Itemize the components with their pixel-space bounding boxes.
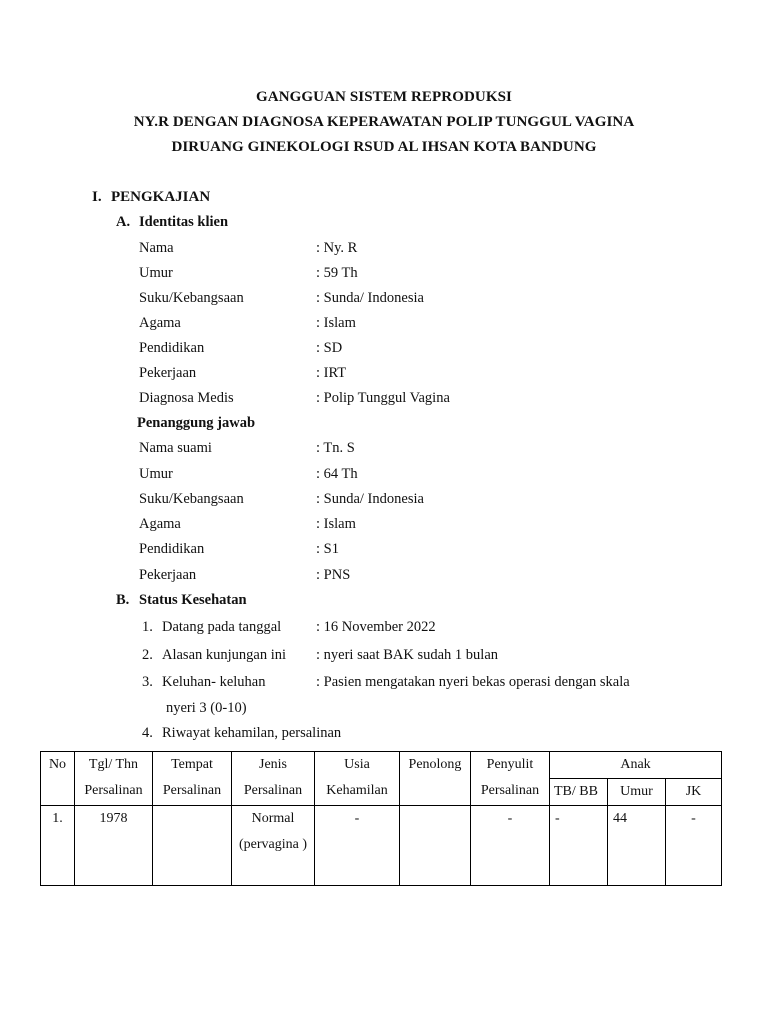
field-value: : 59 Th [316,265,358,281]
penanggung-row-umur [0,466,768,486]
status-value: : Pasien mengatakan nyeri bekas operasi dengan skala [316,674,630,690]
penanggung-row-pekerjaan [0,567,768,587]
status-number: 2. [142,647,153,663]
field-label: Pekerjaan [139,365,197,381]
field-value: : S1 [316,541,339,557]
header-tb-bb: TB/ BB [550,779,608,806]
status-value: : 16 November 2022 [316,619,436,635]
cell-penyulit: - [471,806,550,886]
cell-tb-bb: - [550,806,608,886]
field-value: : Islam [316,315,356,331]
status-label: Keluhan- keluhan [162,674,266,690]
field-value: : 64 Th [316,466,358,482]
header-penolong: Penolong [400,752,471,806]
field-label: Suku/Kebangsaan [139,290,244,306]
penanggung-row-nama [0,440,768,460]
section-a-number: A. [116,214,131,230]
field-label: Umur [139,265,173,281]
penanggung-row-suku [0,491,768,511]
header-anak: Anak [550,752,722,779]
penanggung-row-pendidikan [0,541,768,561]
field-label: Nama suami [139,440,212,456]
status-label: Alasan kunjungan ini [162,647,287,663]
header-penyulit-persalinan: Penyulit Persalinan [471,752,550,806]
section-a-title: Identitas klien [139,214,229,230]
field-value: : IRT [316,365,347,381]
klien-row-umur [0,265,768,285]
cell-umur: 44 [608,806,666,886]
cell-jk: - [666,806,722,886]
header-umur: Umur [608,779,666,806]
section-b-title: Status Kesehatan [139,592,247,608]
table-header-row [41,752,722,779]
status-number: 3. [142,674,153,690]
field-label: Diagnosa Medis [139,390,234,406]
cell-tempat [153,806,232,886]
riwayat-persalinan-table [40,751,722,886]
field-label: Pendidikan [139,340,205,356]
status-number: 1. [142,619,153,635]
penanggung-jawab-heading: Penanggung jawab [137,415,256,431]
document-title-line-3: DIRUANG GINEKOLOGI RSUD AL IHSAN KOTA BANDUNG [171,139,597,155]
status-value: : nyeri saat BAK sudah 1 bulan [316,647,499,663]
field-value: : PNS [316,567,351,583]
field-value: : Sunda/ Indonesia [316,290,424,306]
document-title-line-2: NY.R DENGAN DIAGNOSA KEPERAWATAN POLIP TUNGGUL VAGINA [133,114,635,130]
cell-tgl: 1978 [75,806,153,886]
status-value-continuation: nyeri 3 (0-10) [166,700,247,716]
field-value: : Tn. S [316,440,355,456]
header-jk: JK [666,779,722,806]
cell-usia: - [315,806,400,886]
field-label: Nama [139,240,174,256]
cell-penolong [400,806,471,886]
cell-jenis: Normal (pervagina ) [232,806,315,886]
status-number: 4. [142,725,153,741]
section-i-number: I. [92,189,102,205]
field-label: Suku/Kebangsaan [139,491,244,507]
klien-row-diagnosa [0,390,768,410]
header-jenis-persalinan: Jenis Persalinan [232,752,315,806]
field-value: : SD [316,340,343,356]
penanggung-row-agama [0,516,768,536]
field-value: : Islam [316,516,356,532]
field-value: : Ny. R [316,240,358,256]
header-tempat-persalinan: Tempat Persalinan [153,752,232,806]
klien-row-pekerjaan [0,365,768,385]
section-i-title: PENGKAJIAN [111,189,211,205]
cell-no: 1. [41,806,75,886]
header-usia-kehamilan: Usia Kehamilan [315,752,400,806]
field-label: Umur [139,466,173,482]
header-tgl-thn-persalinan: Tgl/ Thn Persalinan [75,752,153,806]
section-b-number: B. [116,592,130,608]
field-value: : Polip Tunggul Vagina [316,390,450,406]
field-label: Agama [139,315,181,331]
field-label: Agama [139,516,181,532]
field-value: : Sunda/ Indonesia [316,491,424,507]
klien-row-agama [0,315,768,335]
klien-row-nama [0,240,768,260]
klien-row-suku [0,290,768,310]
field-label: Pekerjaan [139,567,197,583]
klien-row-pendidikan [0,340,768,360]
status-label: Riwayat kehamilan, persalinan [162,725,342,741]
table-row [41,806,722,886]
status-label: Datang pada tanggal [162,619,282,635]
field-label: Pendidikan [139,541,205,557]
document-title-line-1: GANGGUAN SISTEM REPRODUKSI [256,89,512,105]
header-no: No [41,752,75,806]
